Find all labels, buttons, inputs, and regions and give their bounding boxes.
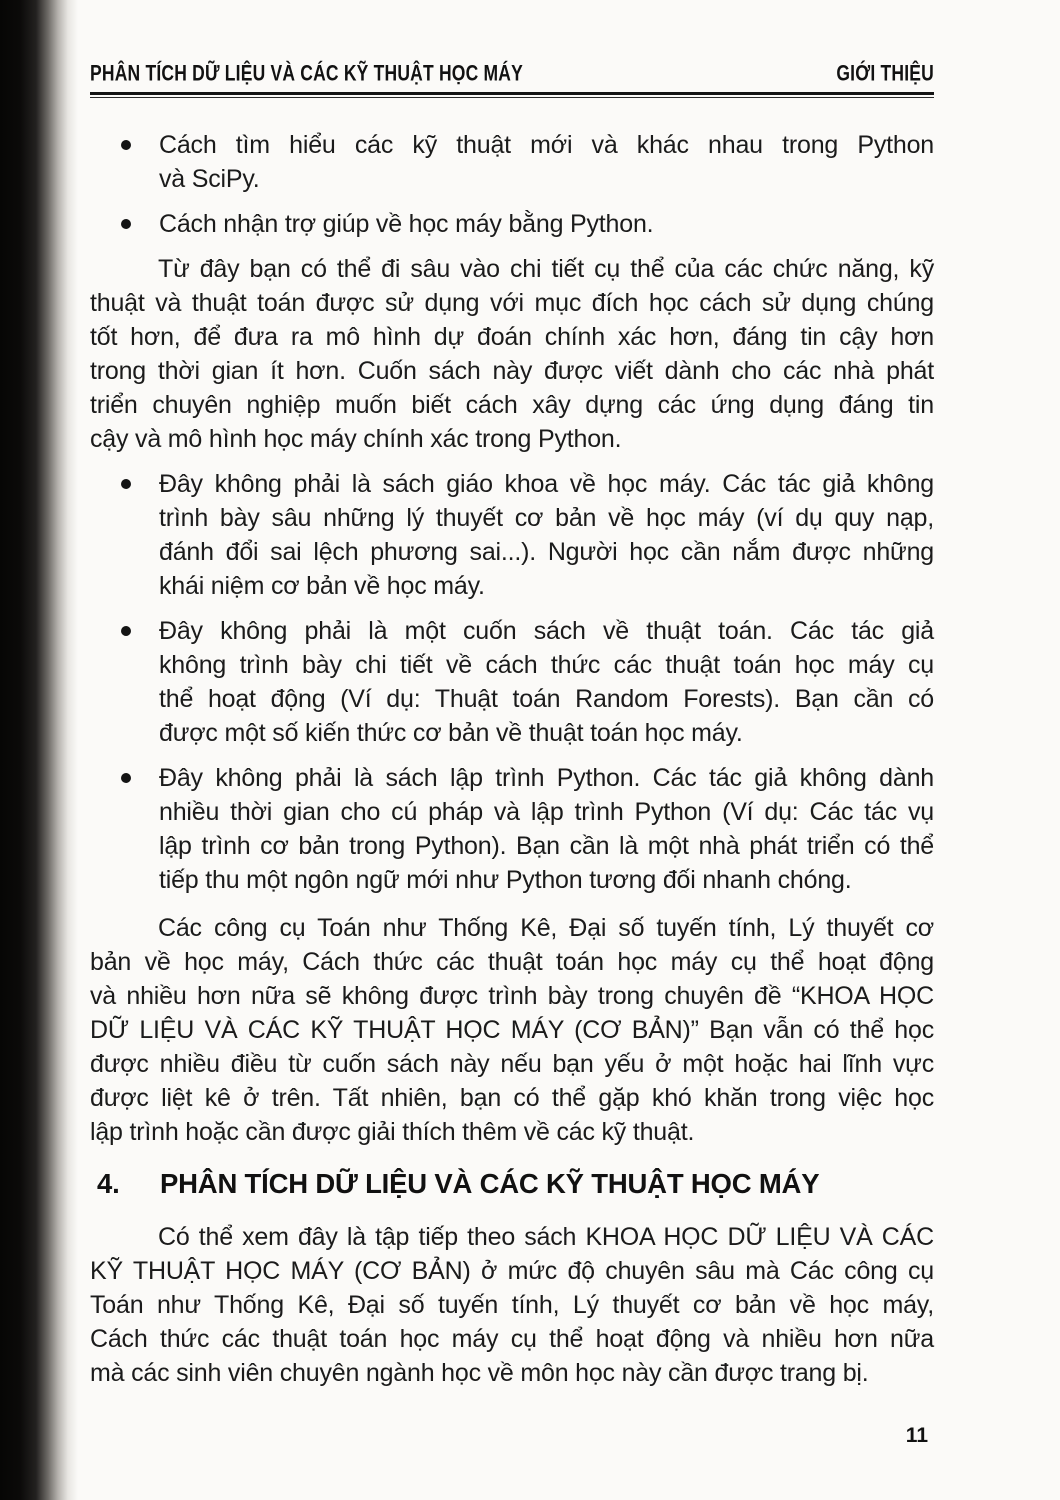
running-header-title: PHÂN TÍCH DỮ LIỆU VÀ CÁC KỸ THUẬT HỌC MÁY — [90, 60, 523, 86]
running-header-section: GIỚI THIỆU — [836, 60, 934, 86]
paragraph — [90, 911, 934, 1149]
text-line: KỸ THUẬT HỌC MÁY (CƠ BẢN) ở mức độ chuyên sâu mà Các công cụ — [90, 1257, 934, 1285]
book-gutter-shadow — [0, 0, 78, 1500]
text-line: được liệt kê ở trên. Tất nhiên, bạn có thể gặp khó khăn trong việc học — [90, 1084, 934, 1112]
text-line: lập trình cơ bản trong Python). Bạn cần là một nhà phát triển có thể — [159, 832, 934, 860]
text-line: Cách nhận trợ giúp về học máy bằng Python. — [159, 210, 654, 238]
bullet-item — [90, 128, 934, 196]
text-line: Đây không phải là sách giáo khoa về học máy. Các tác giả không — [159, 470, 934, 498]
text-line: nhiều thời gian cho cú pháp và lập trình Python (Ví dụ: Các tác vụ — [159, 798, 934, 826]
page-content — [90, 0, 934, 1390]
section-title: PHÂN TÍCH DỮ LIỆU VÀ CÁC KỸ THUẬT HỌC MÁY — [160, 1168, 820, 1199]
text-line: tốt hơn, để đưa ra mô hình dự đoán chính xác hơn, đáng tin cậy hơn — [90, 323, 934, 351]
content-blocks — [90, 98, 934, 1390]
text-line: đánh đổi sai lệch phương sai...). Người học cần nắm được những — [159, 538, 934, 566]
text-line: triển chuyên nghiệp muốn biết cách xây dựng các ứng dụng đáng tin — [90, 391, 934, 419]
paragraph — [90, 1220, 934, 1390]
text-line: không trình bày chi tiết về cách thức các thuật toán học máy cụ — [159, 651, 934, 679]
text-line: lập trình hoặc cần được giải thích thêm về các kỹ thuật. — [90, 1118, 695, 1146]
text-line: trong thời gian ít hơn. Cuốn sách này được viết dành cho các nhà phát — [90, 357, 934, 385]
section-number: 4. — [97, 1168, 120, 1199]
page-number: 11 — [905, 1424, 928, 1447]
text-line: Cách thức các thuật toán học máy cụ thể hoạt động và nhiều hơn nữa — [90, 1325, 934, 1353]
text-line: Đây không phải là sách lập trình Python. Các tác giả không dành — [159, 764, 934, 792]
bullet-icon — [121, 479, 131, 489]
text-line: Cách tìm hiểu các kỹ thuật mới và khác nhau trong Python — [159, 131, 934, 159]
text-line: Toán như Thống Kê, Đại số tuyến tính, Lý thuyết cơ bản về học máy, — [90, 1291, 934, 1319]
text-line: Từ đây bạn có thể đi sâu vào chi tiết cụ thể của các chức năng, kỹ — [158, 255, 934, 283]
bullet-item — [90, 467, 934, 603]
text-line: bản về học máy, Cách thức các thuật toán học máy cụ thể hoạt động — [90, 948, 934, 976]
bullet-icon — [121, 219, 131, 229]
text-line: khái niệm cơ bản về học máy. — [159, 572, 485, 600]
text-line: thể hoạt động (Ví dụ: Thuật toán Random Forests). Bạn cần có — [159, 685, 934, 713]
bullet-icon — [121, 140, 131, 150]
paragraph — [90, 252, 934, 456]
bullet-item — [90, 614, 934, 750]
text-line: trình bày sâu những lý thuyết cơ bản về học máy (ví dụ quy nạp, — [159, 504, 934, 532]
section-heading — [90, 1165, 934, 1203]
bullet-icon — [121, 773, 131, 783]
running-header — [90, 0, 934, 87]
text-line: và nhiều hơn nữa sẽ không được trình bày trong chuyên đề “KHOA HỌC — [90, 982, 934, 1010]
text-line: và SciPy. — [159, 165, 260, 193]
text-line: thuật và thuật toán được sử dụng với mục đích học cách sử dụng chúng — [90, 289, 934, 317]
text-line: DỮ LIỆU VÀ CÁC KỸ THUẬT HỌC MÁY (CƠ BẢN)” Bạn vẫn có thể học — [90, 1016, 934, 1044]
bullet-item — [90, 761, 934, 897]
text-line: được nhiều điều từ cuốn sách này nếu bạn yếu ở một hoặc hai lĩnh vực — [90, 1050, 934, 1078]
text-line: cậy và mô hình học máy chính xác trong Python. — [90, 425, 622, 453]
text-line: được một số kiến thức cơ bản về thuật toán học máy. — [159, 719, 743, 747]
bullet-item — [90, 207, 934, 241]
text-line: Có thể xem đây là tập tiếp theo sách KHOA HỌC DỮ LIỆU VÀ CÁC — [158, 1223, 934, 1251]
text-line: Các công cụ Toán như Thống Kê, Đại số tuyến tính, Lý thuyết cơ — [158, 914, 934, 942]
text-line: mà các sinh viên chuyên ngành học về môn học này cần được trang bị. — [90, 1359, 869, 1387]
text-line: tiếp thu một ngôn ngữ mới như Python tương đối nhanh chóng. — [159, 866, 852, 894]
text-line: Đây không phải là một cuốn sách về thuật toán. Các tác giả — [159, 617, 934, 645]
bullet-icon — [121, 626, 131, 636]
